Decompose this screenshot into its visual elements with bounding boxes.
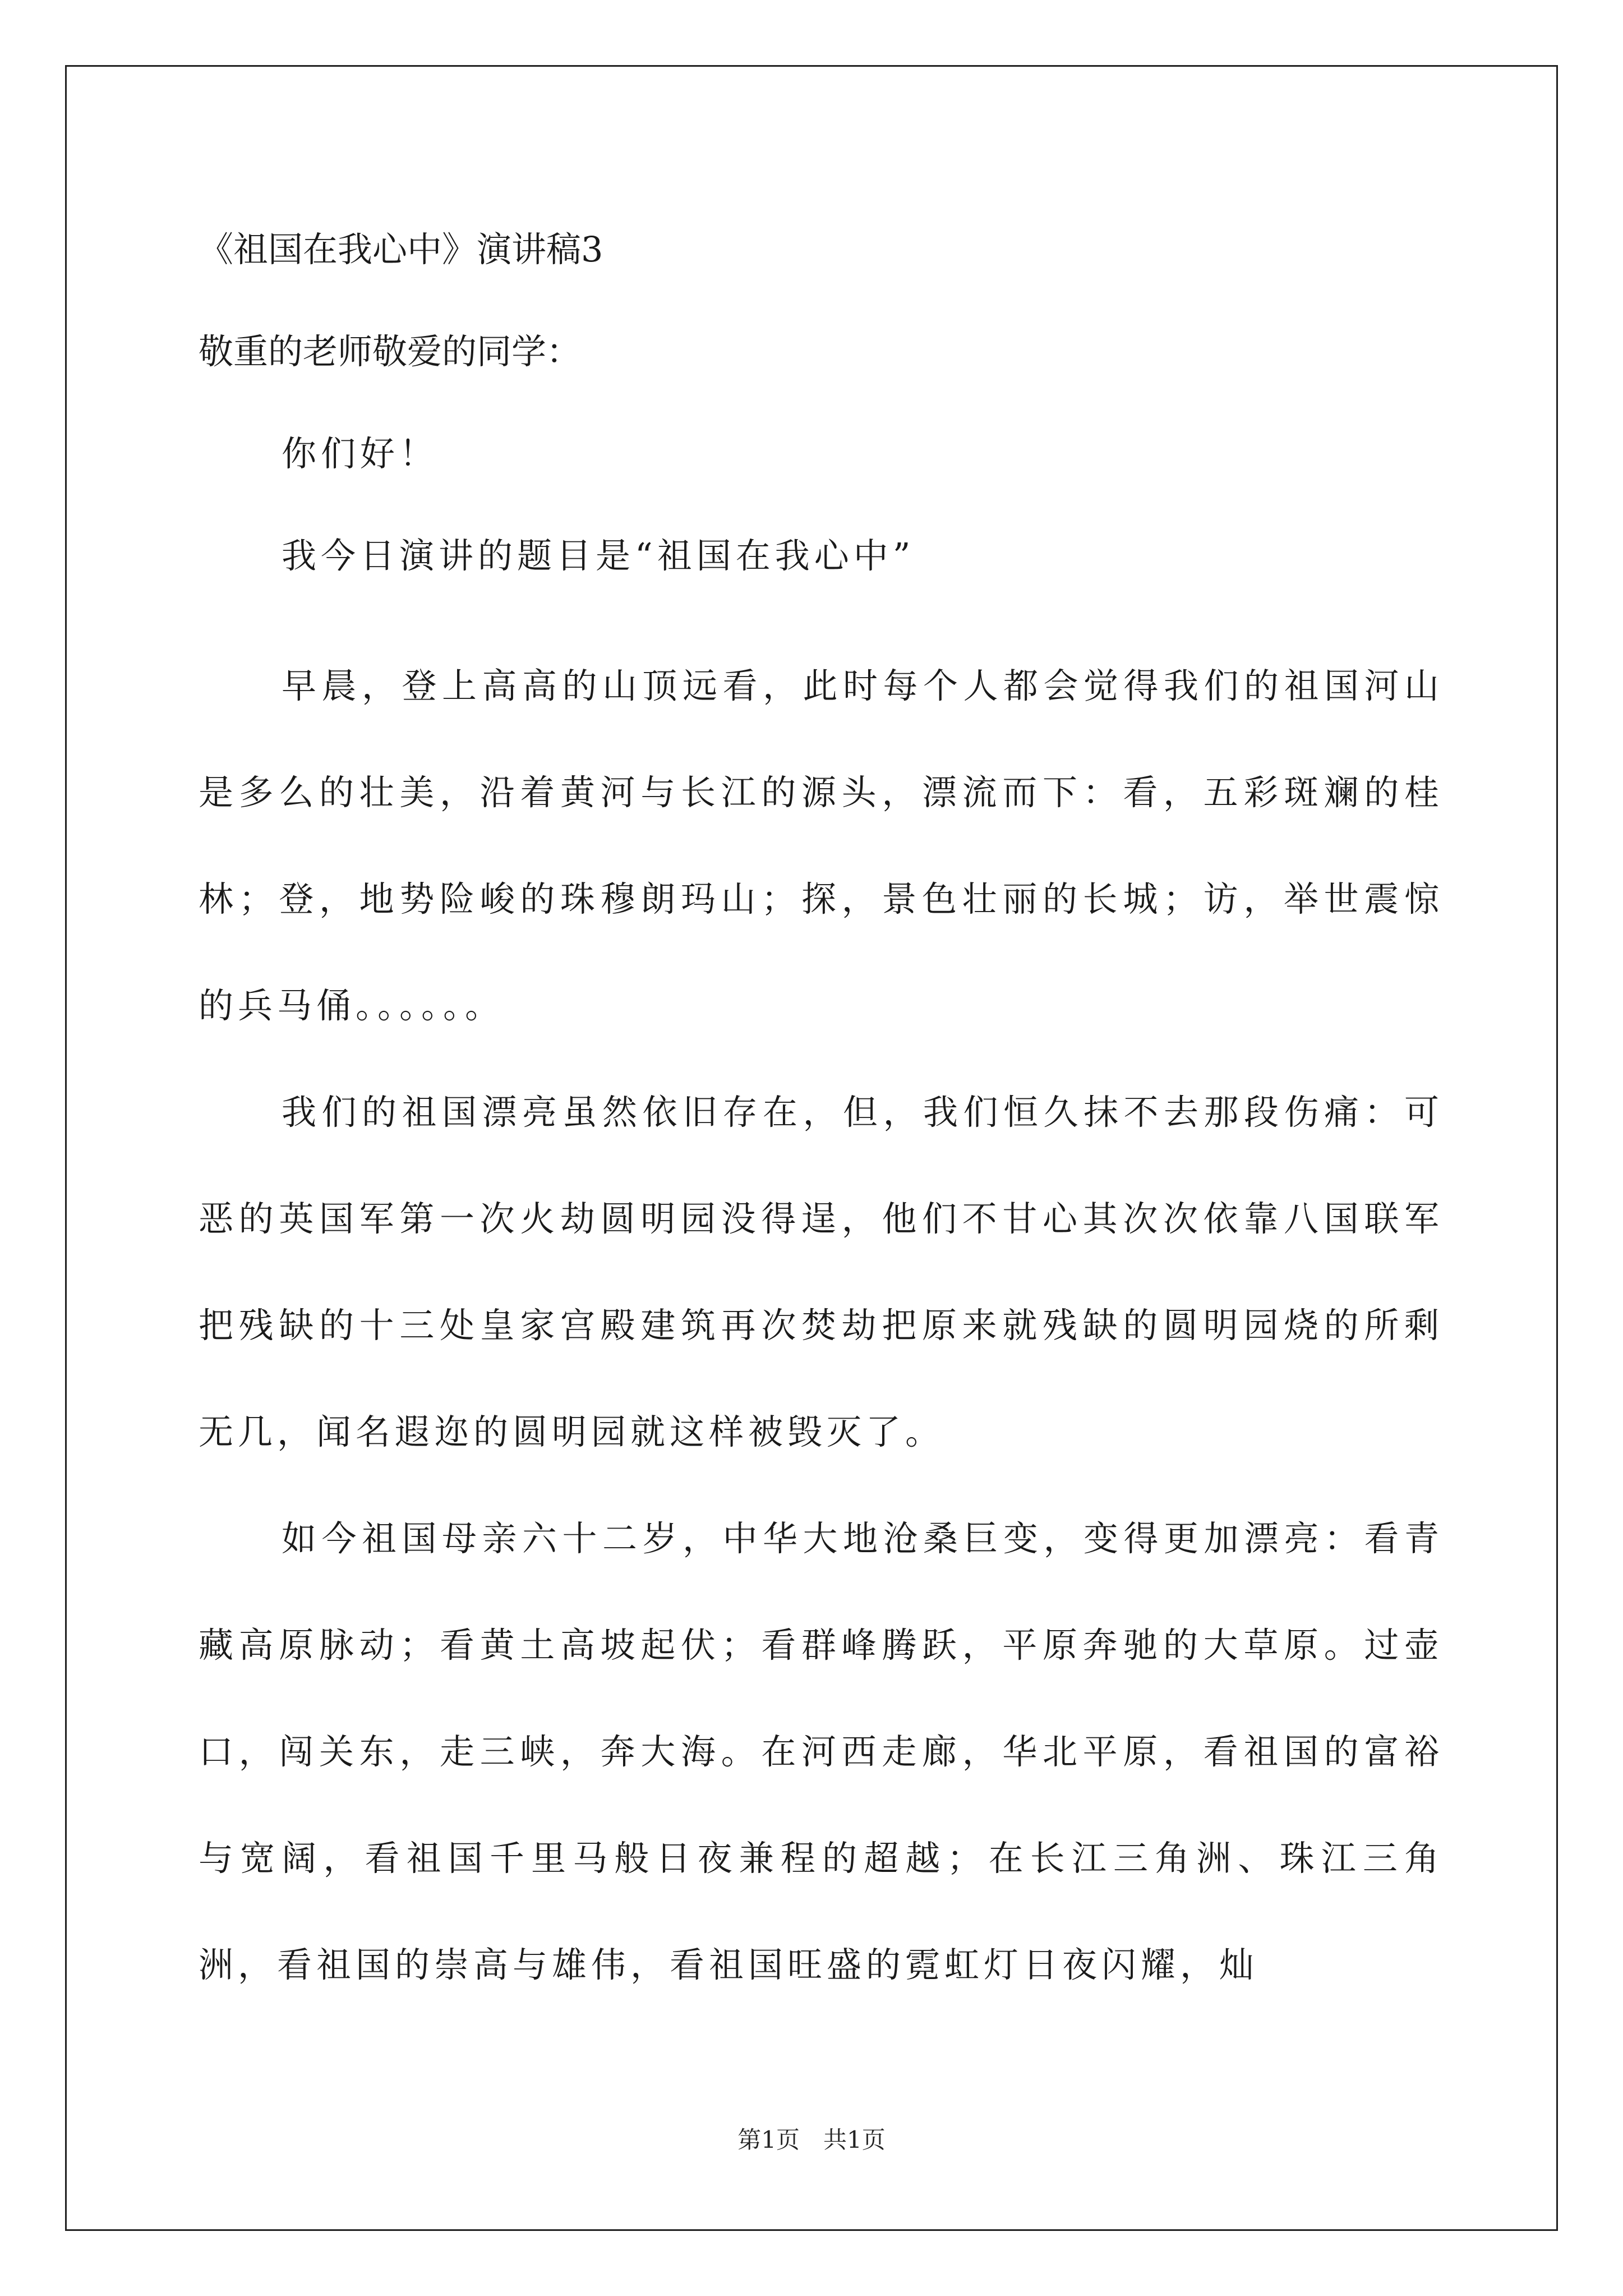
document-body [199,224,1444,2018]
document-title: 《祖国在我心中》演讲稿3 [199,229,603,270]
page-number-footer: 第1页 共1页 [737,2126,886,2154]
paragraph-history: 我们的祖国漂亮虽然依旧存在，但，我们恒久抹不去那段伤痛：可恶的英国军第一次火劫圆明园没得逞，他们不甘心其次次依靠八国联军把残缺的十三处皇家宫殿建筑再次焚劫把原来就残缺的圆明园烧的所剩无几，闻名遐迩的圆明园就这样被毁灭了。 [199,1092,1444,1452]
paragraph-landscape: 早晨，登上高高的山顶远看，此时每个人都会觉得我们的祖国河山是多么的壮美，沿着黄河与长江的源头，漂流而下：看，五彩斑斓的桂林；登，地势险峻的珠穆朗玛山；探，景色壮丽的长城；访，举世震惊的兵马俑。。。。。。 [199,665,1444,1026]
greeting-line: 敬重的老师敬爱的同学： [199,331,582,372]
paragraph-topic: 我今日演讲的题目是“祖国在我心中” [282,535,915,576]
paragraph-today: 如今祖国母亲六十二岁，中华大地沧桑巨变，变得更加漂亮：看青藏高原脉动；看黄土高坡起伏；看群峰腾跃，平原奔驰的大草原。过壶口，闯关东，走三峡，奔大海。在河西走廊，华北平原，看祖国的富裕与宽阔，看祖国千里马般日夜兼程的超越；在长江三角洲、珠江三角洲，看祖国的崇高与雄伟，看祖国旺盛的霓虹灯日夜闪耀，灿 [199,1518,1444,1985]
paragraph-hello: 你们好！ [282,433,439,474]
